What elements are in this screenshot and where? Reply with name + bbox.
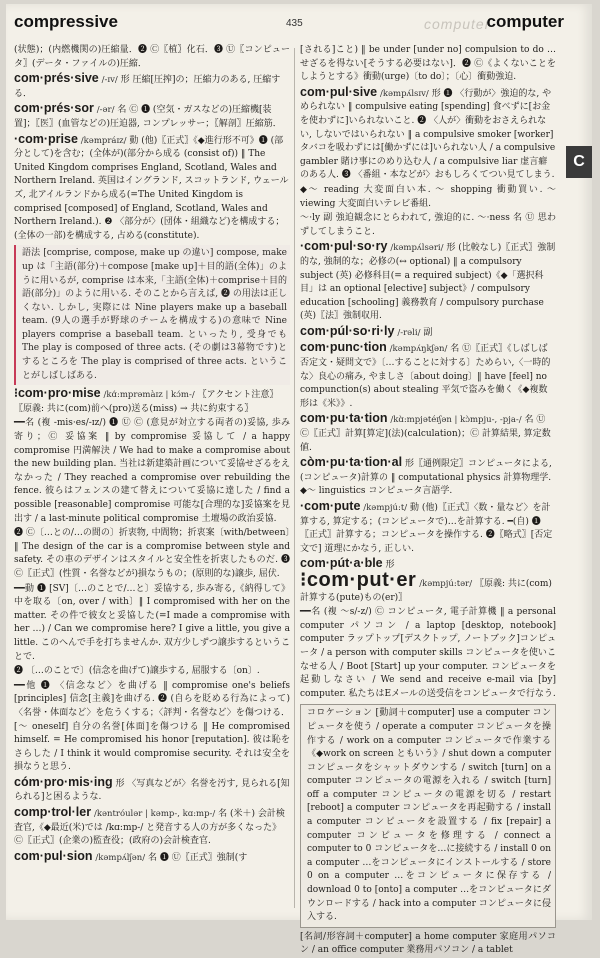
entry-text: ━━名 (複 ～s/-z/) Ⓒ コンピュータ, 電子計算機 ‖ a personal computer パソコン / a laptop [desktop, notebook] computer ラップトップ[デスクトップ, ノートブック]コンピュータ / a person with computer skills コンピュータを使いこなせる人 / Boot [Start] up your computer. コンピュータを起動しなさい / We send and receive e-mail via [by] computer. 私たちはEメールの送受信をコンピュータで行なう. <box>300 607 556 699</box>
headword: ·com·pul·so·ry <box>300 239 388 254</box>
entry <box>300 456 556 499</box>
entry-text: 名 Ⓤ Ⓒ〖正式〗計算[算定](法)(calculation)；Ⓒ 計算結果, 算定数値. <box>300 415 551 453</box>
entry <box>14 665 290 679</box>
entry <box>14 806 290 849</box>
entry <box>14 680 290 775</box>
entry-text: 名 Ⓒ ❶ (空気・ガスなどの)圧縮機[装置]；〖医〗(血管などの)圧迫器, コンプレッサー；〖解剖〗圧縮筋． <box>14 105 282 129</box>
entry-text: (状態)；(内燃機関の)圧縮量．❷ Ⓒ〖植〗化石．❸ Ⓤ〖コンピュータ〗(データ・ファイルの)圧縮． <box>14 45 290 69</box>
entry <box>300 606 556 701</box>
pronunciation: /kɑ̀:mpjətéɪʃən | kɔ̀mpju-, -pja-/ <box>390 415 522 426</box>
entry-text: 名 ❶ Ⓤ〖正式〗強制(す <box>147 852 248 863</box>
entry-text: 形〖通例限定〗コンピュータによる,(コンピュータ)計算の ‖ computational physics 計算物理学. ◆～ linguistics コンピュータ言語学. <box>300 459 552 497</box>
entry-text: ～·ly 副 強迫観念にとらわれて, 強迫的に. ～·ness 名 Ⓤ 思わずしてしまうこと. <box>300 213 556 237</box>
headword-main: ⁝com·put·er <box>300 568 417 591</box>
entry <box>14 72 290 101</box>
entry-text: ❷ 〔…のことで〕(信念を曲げて)譲歩する, 屈服する〔on〕. <box>14 666 260 677</box>
entry <box>300 86 556 183</box>
headword: com·pút·a·ble <box>300 556 383 571</box>
entry <box>14 44 290 71</box>
pronunciation: /-ɪv/ <box>101 75 118 86</box>
entry <box>14 133 290 244</box>
pronunciation: /kəmpʌ́lsɪv/ <box>379 88 429 99</box>
headword: ·com·pute <box>300 499 361 513</box>
entry-text: 名 Ⓤ〖正式〗《しばしば否定文・疑問文で》〔…することに対する〕ためらい,〈一時的な〉良心の痛み, やましさ〔about doing〕‖ have [feel] no compunction(s) about stealing 平気で盗みを働く《◆複数形は《米》》. <box>300 344 551 409</box>
headword: ⁝com·pro·mise <box>14 386 101 401</box>
entry-text: 形 ❶ 〈行動が〉強迫的な, やめられない ‖ compulsive eating [spending] 食べずに[お金を使わずに]いられないこと. ❷ 〈人が〉衝動をおさえられない, しないではいられない ‖ a compulsive smoker [worker] タバコを吸わずには[働かずには]いられない人 / a compulsive gambler 賭け事にのめり込む人 / a compulsive liar 虚言癖のある人. ❸ 〈番組・本などが〉おもしろくてつい見てしまう. <box>300 88 556 181</box>
entry <box>300 412 556 455</box>
right-column <box>300 44 556 956</box>
ghost-guide-word: computer <box>424 16 491 32</box>
entry <box>300 212 556 239</box>
entry <box>300 184 556 211</box>
headword: com·punc·tion <box>300 340 387 355</box>
pronunciation: /kɑ́:mprəmàɪz | kɔ́m-/ <box>103 390 195 401</box>
entry <box>300 931 556 958</box>
entry <box>14 850 290 866</box>
entry <box>300 341 556 411</box>
pronunciation: /kəmpjú:t/ <box>363 503 408 513</box>
headword: com·pul·sion <box>14 848 93 863</box>
entry-text: [名詞/形容詞＋computer] a home computer 家庭用パソコン / an office computer 業務用パソコン / a tablet <box>300 931 556 956</box>
entry <box>14 583 290 665</box>
headword: ·com·prise <box>14 131 78 146</box>
headword: cóm·pro·mis·ing <box>14 774 113 789</box>
page-number: 435 <box>286 18 303 29</box>
entry <box>14 417 290 526</box>
entry-text: ━━他 ❶ 〈信念など〉を曲げる ‖ compromise one's beliefs [principles] 信念[主義]を曲げる. ❷ (自らを貶める行為によって)〈名誉・体面など〉を危うくする；〈評判・名誉など〉を傷つける．[～ oneself] 自分の名誉[体面]を傷つける ‖ He compromised himself. = He compromised his honor [reputation]. 彼は恥をさらした / I think it would compromise security. それは安全を損なうと思う. <box>14 680 290 773</box>
entry-text: ━━動 ❶ [SV]〔…のことで/…と〕妥協する, 歩み寄る,《納得して》中を取る〔on, over / with〕‖ I compromised with her on the matter. その件で彼女と妥協した(=I made a compromise with her …) / Can we compromise here? I give a little, you give a little. このへんで手を打ちませんか. 双方少しずつ譲歩するということで. <box>14 583 290 662</box>
entry-text: 形 (比較なし)〖正式〗強制的な, 強制的な；必修の(↔ optional) ‖ a compulsory subject (英) 必修科目(= a required subject)《◆「選択科目」は an optional [elective] subject》/ compulsory education [schooling] 義務教育 / compulsory purchase (英)〖法〗強制収用. <box>300 243 556 322</box>
left-column <box>14 44 290 910</box>
headword: com·pul·sive <box>300 84 378 99</box>
headword: com·prés·sor <box>14 101 94 116</box>
thumb-index-tab[interactable]: C <box>566 146 592 178</box>
entry-text: 動 (他)〖正式〗《◆進行形不可》❶ (部分として)を含む；(全体が)(部分から成る (consist of)) ‖ The United Kingdom comprises England, Scotland, Wales and Northern Ireland. 英国はイングランド, スコットランド, ウェールズ, 北アイルランドから成る(=The United Kingdom is comprised [composed] of England, Scotland, Wales and Northern Ireland.). ❷ 〈部分が〉(団体・組織など)を構成する；(全体の一部)を構成する, 占める(constitute). <box>14 135 289 241</box>
usage-note: 語法 [comprise, compose, make up の違い] compose, make up は「主語(部分)＋compose [make up]＋目的語(全体)」のように用いるが, comprise は本来,「主語(全体)＋comprise＋目的語(部分)」のように用いる. そのことから言えば, ❷ の用法は正しくない. しかし, 実際には Nine players make up a baseball team. (9人の選手が野球のチームを構成する)の意味で Nine players comprise a baseball team. といったり, 受身でも The play is composed of three acts. (その劇は3幕物です)とするところを The play is comprised of three acts. ということがしばしばある. <box>14 245 290 385</box>
pronunciation: /kəmpʌ́lsəri/ <box>390 243 444 254</box>
headword: com·púl·so·ri·ly <box>300 323 395 338</box>
pronunciation: /kəmpʌ́ŋkʃən/ <box>389 344 448 355</box>
entry <box>14 387 290 416</box>
column-divider <box>294 48 295 908</box>
entry-text: 動 (他)〖正式〗〈数・量など〉を計算する, 算定する；(コンピュータで)…を計算する. ━(自) ❶〖正式〗計算する；コンピュータを操作する. ❷〖略式〗[否定文で] 道理にかなう, 正しい. <box>300 503 553 554</box>
pronunciation: /-ər/ <box>96 105 115 116</box>
entry-text: [される]こと) ‖ be under [under no] compulsion to do …せざるを得ない[そうする必要はない]．❷ Ⓒ《よくないことをしようとする》衝動(urge)〔to do〕；〔心〕衝動強迫. <box>300 45 556 83</box>
entry <box>300 44 556 85</box>
pronunciation: /kəmpʌ́lʃən/ <box>95 852 146 863</box>
collocation-box: コロケーション [動詞＋computer] use a computer コンピュータを使う / operate a computer コンピュータを操作する / work on a computer コンピュータで作業する《◆work on screen ともいう》/ shut down a computer コンピュータをシャットダウンする / switch [turn] on a computer コンピュータの電源を入れる / switch [turn] off a computer コンピュータの電源を切る / restart [reboot] a computer コンピュータを再起動する / install a computer コンピュータを設置する / fix [repair] a computer コンピュータを修理する / connect a computer to 0 コンピュータを…に接続する / install 0 on a computer …をコンピュータにインストールする / store 0 on a computer …をコンピュータに保存する / download 0 to [onto] a computer …をコンピュータにダウンロードする / hack into a computer コンピュータに侵入する. <box>300 704 556 928</box>
entry <box>300 325 556 341</box>
entry-text: 形 <box>385 560 395 571</box>
entry-text: 〖原義: 共に(com)計算する(pute)もの(er)〗 <box>300 578 552 603</box>
entry-text: 名 (米＋) 会計検査官,《◆最近(米)では /kɑ:mp-/ と発音する人の方が多くなった》Ⓒ〖正式〗(企業の)監査役；(政府の)会計検査官. <box>14 809 285 847</box>
entry-text: ━━名 (複 -mis·es/-ɪz/) ❶ Ⓤ Ⓒ (意見が対立する両者の)妥協, 歩み寄り；Ⓒ 妥協案 ‖ by compromise 妥協して / a happy compromise 円満解決 / We had to make a compromise about the new building plan. 当社は新建築計画について妥協せざるをえなかった / They reached a compromise over rebuilding the fence. 彼らはフェンスの建て替えについて妥協に達した / find a possible [reasonable] compromise 可能な[合理的な]妥協案を見出す / a last-minute political compromise 土壇場の政治妥協. <box>14 418 291 524</box>
pronunciation: /kəntróulər | kəmp-, kɑ:mp-/ <box>93 809 216 820</box>
headword: còm·pu·ta·tion·al <box>300 455 403 470</box>
entry-text: 〖アクセント注意〗〖原義: 共に(com)前へ(pro)送る(miss) → 共に約束する〗 <box>14 390 279 414</box>
entry <box>14 776 290 805</box>
headword: comp·trol·ler <box>14 805 92 820</box>
entry <box>300 240 556 324</box>
dictionary-page <box>6 4 592 956</box>
entry <box>14 102 290 131</box>
entry-text: 形 圧縮[圧搾]の；圧縮力のある, 圧縮する． <box>14 75 281 99</box>
entry <box>14 527 290 581</box>
entry-text: ◆～ reading 大変面白い本. ～ shopping 衝動買い. ～ viewing 大変面白いテレビ番組. <box>300 184 556 209</box>
right-guide-word: computer <box>486 12 564 31</box>
pronunciation: /kəmpjú:tər/ <box>419 578 473 589</box>
entry <box>300 568 556 605</box>
pronunciation: /-rəli/ <box>397 327 421 338</box>
entry-text: 形 〈写真などが〉名誉を汚す, 見られる[知られる]と困るような. <box>14 778 290 803</box>
entry-text: ❷ Ⓒ〔…との/…の間の〕折衷物, 中間物；折衷案〔with/between〕‖ The design of the car is a compromise between style and safety. その車のデザインはスタイルと安全性を折衷したものだ. ❸ Ⓒ〖正式〗(性質・名誉などが)損なうもの；(原則的な)譲歩, 屈伏. <box>14 528 290 579</box>
entry <box>300 500 556 556</box>
entry-text: 副 <box>423 327 433 338</box>
running-header <box>6 12 592 40</box>
pronunciation: /kəmpráɪz/ <box>80 135 127 146</box>
left-guide-word: compressive <box>14 12 118 31</box>
headword: com·prés·sive <box>14 71 99 86</box>
headword: com·pu·ta·tion <box>300 411 388 426</box>
